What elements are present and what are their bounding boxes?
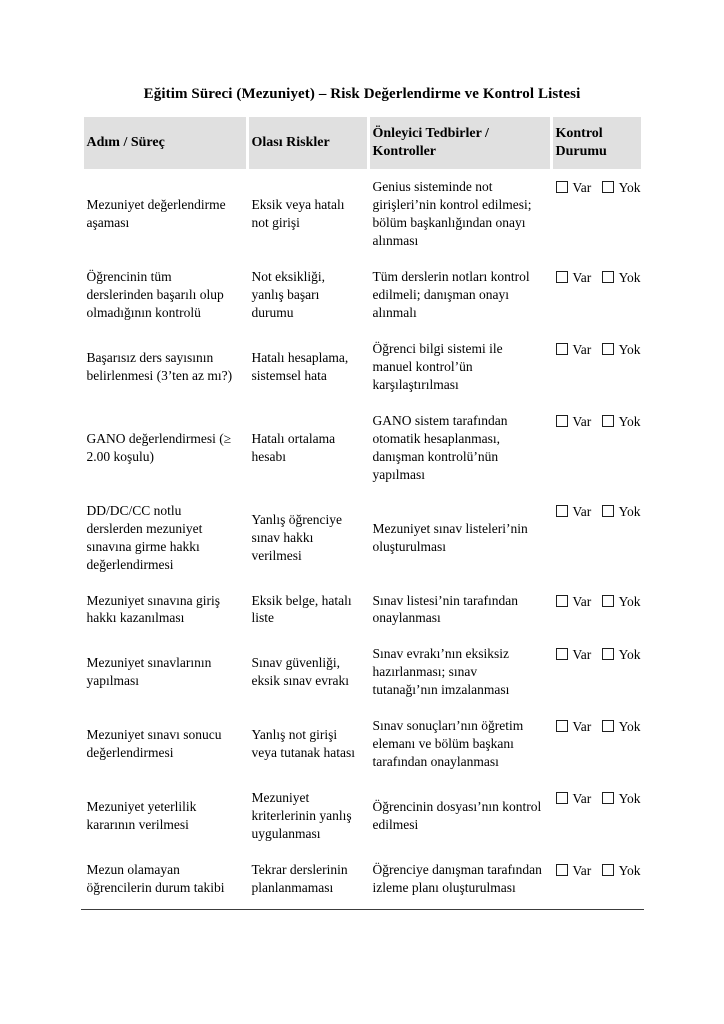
checkbox-var[interactable]: [556, 503, 592, 521]
checkbox-yok[interactable]: [602, 646, 641, 664]
checkbox-empty-icon[interactable]: [556, 343, 568, 355]
checkbox-empty-icon[interactable]: [556, 505, 568, 517]
checkbox-var-label: Var: [572, 719, 592, 735]
checkbox-yok-label: Yok: [618, 791, 641, 807]
checkbox-yok[interactable]: [602, 341, 641, 359]
status-cell: [553, 852, 641, 906]
checkbox-empty-icon[interactable]: [602, 505, 614, 517]
control-cell: Genius sisteminde not girişleri’nin kontrol edilmesi; bölüm başkanlığından onayı alınması: [372, 179, 532, 249]
checkbox-empty-icon[interactable]: [556, 792, 568, 804]
risk-cell: Hatalı hesaplama, sistemsel hata: [251, 350, 349, 383]
table-row: [84, 708, 641, 780]
status-cell: [553, 583, 641, 637]
checkbox-var[interactable]: [556, 646, 592, 664]
checkbox-var[interactable]: [556, 179, 592, 197]
table-row: [84, 583, 641, 637]
checkbox-empty-icon[interactable]: [602, 720, 614, 732]
table-row: [84, 636, 641, 708]
table-row: [84, 403, 641, 493]
checkbox-var-label: Var: [572, 647, 592, 663]
checkbox-yok[interactable]: [602, 593, 641, 611]
step-cell: Başarısız ders sayısının belirlenmesi (3’ten az mı?): [86, 350, 233, 383]
checkbox-empty-icon[interactable]: [602, 415, 614, 427]
table-row: [84, 169, 641, 259]
status-cell: [553, 169, 641, 259]
checkbox-var[interactable]: [556, 790, 592, 808]
checkbox-var-label: Var: [572, 342, 592, 358]
column-header-status: Kontrol Durumu: [553, 117, 641, 169]
checkbox-yok-label: Yok: [618, 180, 641, 196]
checkbox-var-label: Var: [572, 270, 592, 286]
table-row: [84, 259, 641, 331]
status-cell: [553, 780, 641, 852]
table-row: [84, 852, 641, 906]
checkbox-yok-label: Yok: [618, 647, 641, 663]
step-cell: Mezuniyet sınavı sonucu değerlendirmesi: [86, 727, 222, 761]
checkbox-empty-icon[interactable]: [602, 271, 614, 283]
status-cell: [553, 493, 641, 583]
document-title: Eğitim Süreci (Mezuniyet) – Risk Değerlendirme ve Kontrol Listesi: [143, 86, 581, 102]
table-row: [84, 493, 641, 583]
risk-cell: Yanlış not girişi veya tutanak hatası: [251, 727, 355, 761]
checkbox-var-label: Var: [572, 503, 592, 519]
checkbox-var-label: Var: [572, 863, 592, 879]
checkbox-empty-icon[interactable]: [556, 648, 568, 660]
step-cell: Mezun olamayan öğrencilerin durum takibi: [86, 862, 225, 895]
status-cell: [553, 636, 641, 708]
step-cell: Mezuniyet yeterlilik kararının verilmesi: [86, 799, 197, 833]
risk-cell: Mezuniyet kriterlerinin yanlış uygulanması: [251, 790, 352, 842]
checkbox-yok[interactable]: [602, 269, 641, 287]
status-cell: [553, 403, 641, 493]
checkbox-yok-label: Yok: [618, 503, 641, 519]
step-cell: Mezuniyet değerlendirme aşaması: [86, 197, 226, 231]
checkbox-var[interactable]: [556, 269, 592, 287]
step-cell: Mezuniyet sınavlarının yapılması: [86, 655, 212, 689]
control-cell: GANO sistem tarafından otomatik hesaplanması, danışman kontrolü’nün yapılması: [372, 412, 508, 482]
status-cell: [553, 708, 641, 780]
checkbox-var-label: Var: [572, 413, 592, 429]
risk-cell: Yanlış öğrenciye sınav hakkı verilmesi: [251, 511, 342, 563]
risk-cell: Eksik veya hatalı not girişi: [251, 197, 345, 231]
control-cell: Tüm derslerin notları kontrol edilmeli; danışman onayı alınmalı: [372, 269, 530, 321]
control-cell: Mezuniyet sınav listeleri’nin oluşturulması: [372, 520, 528, 554]
table-header-row: [84, 117, 641, 169]
checkbox-yok-label: Yok: [618, 270, 641, 286]
risk-assessment-table: [81, 117, 644, 906]
step-cell: Öğrencinin tüm derslerinden başarılı olup olmadığının kontrolü: [86, 269, 224, 321]
status-cell: [553, 259, 641, 331]
risk-cell: Sınav güvenliği, eksik sınav evrakı: [251, 655, 349, 689]
column-header-controls: Önleyici Tedbirler / Kontroller: [370, 117, 550, 169]
checkbox-empty-icon[interactable]: [602, 648, 614, 660]
checkbox-var-label: Var: [572, 593, 592, 609]
risk-cell: Hatalı ortalama hesabı: [251, 430, 336, 464]
checkbox-yok[interactable]: [602, 862, 641, 880]
control-cell: Öğrenciye danışman tarafından izleme planı oluşturulması: [372, 862, 542, 895]
checkbox-yok-label: Yok: [618, 593, 641, 609]
risk-cell: Not eksikliği, yanlış başarı durumu: [251, 269, 325, 321]
table-row: [84, 331, 641, 403]
checkbox-empty-icon[interactable]: [556, 181, 568, 193]
checkbox-var-label: Var: [572, 180, 592, 196]
column-header-risks: Olası Riskler: [249, 117, 367, 169]
control-cell: Sınav listesi’nin tarafından onaylanması: [372, 592, 518, 626]
checkbox-yok-label: Yok: [618, 413, 641, 429]
control-cell: Öğrencinin dosyası’nın kontrol edilmesi: [372, 799, 542, 833]
control-cell: Öğrenci bilgi sistemi ile manuel kontrol’ün karşılaştırılması: [372, 341, 503, 392]
checkbox-empty-icon[interactable]: [602, 343, 614, 355]
checkbox-empty-icon[interactable]: [602, 792, 614, 804]
risk-cell: Eksik belge, hatalı liste: [251, 592, 352, 626]
checkbox-yok[interactable]: [602, 718, 641, 736]
checkbox-var[interactable]: [556, 593, 592, 611]
checkbox-var[interactable]: [556, 862, 592, 880]
table-bottom-rule: [81, 909, 644, 910]
table-row: [84, 780, 641, 852]
checkbox-empty-icon[interactable]: [556, 595, 568, 607]
risk-table-container: [81, 117, 644, 910]
checkbox-var[interactable]: [556, 718, 592, 736]
checkbox-yok-label: Yok: [618, 863, 641, 879]
column-header-step: Adım / Süreç: [84, 117, 246, 169]
checkbox-yok[interactable]: [602, 503, 641, 521]
step-cell: Mezuniyet sınavına giriş hakkı kazanılması: [86, 592, 220, 626]
checkbox-empty-icon[interactable]: [556, 271, 568, 283]
checkbox-yok[interactable]: [602, 179, 641, 197]
checkbox-yok-label: Yok: [618, 342, 641, 358]
checkbox-empty-icon[interactable]: [556, 720, 568, 732]
checkbox-yok[interactable]: [602, 413, 641, 431]
step-cell: GANO değerlendirmesi (≥ 2.00 koşulu): [86, 430, 232, 464]
risk-cell: Tekrar derslerinin planlanmaması: [251, 862, 348, 895]
checkbox-var[interactable]: [556, 341, 592, 359]
checkbox-yok-label: Yok: [618, 719, 641, 735]
checkbox-empty-icon[interactable]: [556, 415, 568, 427]
checkbox-yok[interactable]: [602, 790, 641, 808]
status-cell: [553, 331, 641, 403]
control-cell: Sınav evrakı’nın eksiksiz hazırlanması; sınav tutanağı’nın imzalanması: [372, 646, 510, 698]
checkbox-var[interactable]: [556, 413, 592, 431]
checkbox-var-label: Var: [572, 791, 592, 807]
checkbox-empty-icon[interactable]: [602, 595, 614, 607]
control-cell: Sınav sonuçları’nın öğretim elemanı ve bölüm başkanı tarafından onaylanması: [372, 718, 524, 770]
step-cell: DD/DC/CC notlu derslerden mezuniyet sınavına girme hakkı değerlendirmesi: [86, 502, 203, 572]
checkbox-empty-icon[interactable]: [602, 181, 614, 193]
checkbox-empty-icon[interactable]: [602, 864, 614, 876]
checkbox-empty-icon[interactable]: [556, 864, 568, 876]
